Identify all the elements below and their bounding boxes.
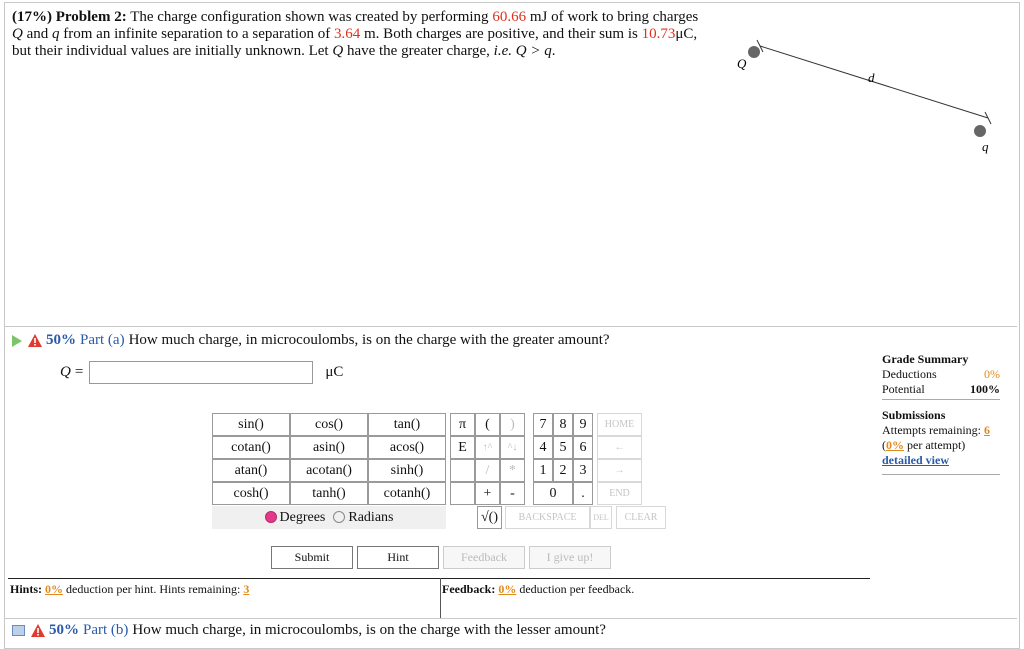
problem-text-6: μC, but their individual values are initially unknown. Let <box>12 26 698 59</box>
deductions-value: 0% <box>984 367 1000 381</box>
key-6[interactable]: 6 <box>573 436 593 459</box>
expand-arrow-icon[interactable] <box>12 335 22 347</box>
key-sqrt[interactable]: √() <box>477 506 502 529</box>
detailed-view-link[interactable]: detailed view <box>882 453 949 467</box>
label-d: d <box>868 70 875 85</box>
degrees-option[interactable] <box>265 510 326 526</box>
hints-pct: 0% <box>45 582 64 596</box>
var-Q-2: Q <box>332 43 344 59</box>
var-Q: Q <box>12 26 23 42</box>
key-asin[interactable]: asin() <box>290 436 368 459</box>
key-home[interactable]: HOME <box>597 413 642 436</box>
potential-value: 100% <box>970 382 1000 396</box>
part-b-question: How much charge, in microcoulombs, is on the charge with the lesser amount? <box>132 622 606 638</box>
part-b-percent: 50% <box>49 622 79 638</box>
charge-diagram <box>720 20 1010 160</box>
hint-button[interactable]: Hint <box>357 546 439 569</box>
hints-remaining: 3 <box>243 582 250 596</box>
submissions-title: Submissions <box>882 408 946 422</box>
grade-summary-title: Grade Summary <box>882 352 969 366</box>
key-7[interactable]: 7 <box>533 413 553 436</box>
key-star[interactable]: * <box>500 459 525 482</box>
degrees-radio[interactable] <box>265 511 277 523</box>
inequality: Q > q <box>515 43 552 59</box>
part-a-percent: 50% <box>46 332 76 348</box>
key-pi[interactable]: π <box>450 413 475 436</box>
key-0[interactable]: 0 <box>533 482 573 505</box>
radians-radio[interactable] <box>333 511 345 523</box>
feedback-label: Feedback: <box>442 582 496 596</box>
section-divider-2 <box>5 618 1017 619</box>
key-3[interactable]: 3 <box>573 459 593 482</box>
problem-statement <box>12 9 712 60</box>
key-backspace[interactable]: BACKSPACE <box>505 506 590 529</box>
answer-unit: μC <box>325 364 344 380</box>
hints-text: deduction per hint. Hints remaining: <box>66 582 241 596</box>
key-clear[interactable]: CLEAR <box>616 506 666 529</box>
hints-label: Hints: <box>10 582 43 596</box>
charge-q-sphere <box>974 125 986 137</box>
key-cotanh[interactable]: cotanh() <box>368 482 446 505</box>
part-a-label: Part (a) <box>80 332 125 348</box>
key-slash[interactable]: / <box>475 459 500 482</box>
feedback-info <box>442 582 634 597</box>
radians-option[interactable] <box>333 510 393 526</box>
hints-feedback-separator <box>440 578 441 618</box>
key-cos[interactable]: cos() <box>290 413 368 436</box>
key-rparen[interactable]: ) <box>500 413 525 436</box>
key-5[interactable]: 5 <box>553 436 573 459</box>
key-tanh[interactable]: tanh() <box>290 482 368 505</box>
answer-row <box>60 361 343 384</box>
part-a-question: How much charge, in microcoulombs, is on the charge with the greater amount? <box>128 332 610 348</box>
problem-prefix: (17%) <box>12 9 52 25</box>
grade-separator <box>882 399 1000 400</box>
feedback-button[interactable]: Feedback <box>443 546 525 569</box>
key-blank-2 <box>450 482 475 505</box>
key-dot[interactable]: . <box>573 482 593 505</box>
hints-info <box>10 582 249 597</box>
answer-variable: Q <box>60 364 71 380</box>
per-attempt-label: per attempt) <box>907 438 966 452</box>
hints-divider <box>8 578 870 579</box>
grade-summary: Grade Summary Deductions 0% Potential 100% Submissions Attempts remaining: 6 (0% per attempt) detailed view <box>882 352 1000 483</box>
attempts-label: Attempts remaining: <box>882 423 981 437</box>
key-end[interactable]: END <box>597 482 642 505</box>
answer-input[interactable] <box>89 361 313 384</box>
key-right[interactable]: → <box>597 459 642 482</box>
problem-text-5: m. Both charges are positive, and their sum is <box>364 26 638 42</box>
key-atan[interactable]: atan() <box>212 459 290 482</box>
grade-separator-2 <box>882 474 1000 475</box>
key-tan[interactable]: tan() <box>368 413 446 436</box>
key-1[interactable]: 1 <box>533 459 553 482</box>
deductions-label: Deductions <box>882 367 937 381</box>
label-Q: Q <box>737 56 747 71</box>
angle-mode-row <box>212 506 446 529</box>
part-b-label: Part (b) <box>83 622 129 638</box>
collapsed-part-icon[interactable] <box>12 625 25 636</box>
key-acotan[interactable]: acotan() <box>290 459 368 482</box>
submit-button[interactable]: Submit <box>271 546 353 569</box>
key-left[interactable]: ← <box>597 436 642 459</box>
potential-label: Potential <box>882 382 925 396</box>
work-value: 60.66 <box>492 9 527 25</box>
problem-text-7: have the greater charge, <box>346 43 490 59</box>
key-8[interactable]: 8 <box>553 413 573 436</box>
sum-value: 10.73 <box>641 26 676 42</box>
give-up-button[interactable]: I give up! <box>529 546 611 569</box>
key-sin[interactable]: sin() <box>212 413 290 436</box>
charge-Q-sphere <box>748 46 760 58</box>
separation-value: 3.64 <box>334 26 361 42</box>
warning-icon <box>28 334 42 347</box>
key-plus[interactable]: + <box>475 482 500 505</box>
label-q: q <box>982 139 989 154</box>
problem-text-4: from an infinite separation to a separation of <box>63 26 331 42</box>
key-cosh[interactable]: cosh() <box>212 482 290 505</box>
key-9[interactable]: 9 <box>573 413 593 436</box>
key-acos[interactable]: acos() <box>368 436 446 459</box>
warning-icon <box>31 624 45 637</box>
key-blank-1 <box>450 459 475 482</box>
key-cotan[interactable]: cotan() <box>212 436 290 459</box>
feedback-pct: 0% <box>498 582 517 596</box>
per-attempt-pct: 0% <box>886 438 904 452</box>
problem-title: Problem 2: <box>55 9 127 25</box>
key-del[interactable]: DEL <box>590 506 612 529</box>
key-4[interactable]: 4 <box>533 436 553 459</box>
degrees-label: Degrees <box>279 509 326 525</box>
section-divider <box>5 326 1017 327</box>
key-up[interactable]: ↑^ <box>475 436 500 459</box>
part-b-header <box>12 622 606 639</box>
key-2[interactable]: 2 <box>553 459 573 482</box>
part-a-header <box>12 332 610 349</box>
feedback-text: deduction per feedback. <box>519 582 635 596</box>
key-down[interactable]: ^↓ <box>500 436 525 459</box>
radians-label: Radians <box>348 509 394 525</box>
problem-text-1: The charge configuration shown was created by performing <box>130 9 489 25</box>
ie-text: i.e. <box>493 43 512 59</box>
problem-text-2: mJ of work to bring charges <box>529 9 699 25</box>
key-E[interactable]: E <box>450 436 475 459</box>
key-minus[interactable]: - <box>500 482 525 505</box>
distance-tick-right <box>985 112 991 124</box>
problem-text-3: and <box>26 26 49 42</box>
key-lparen[interactable]: ( <box>475 413 500 436</box>
key-sinh[interactable]: sinh() <box>368 459 446 482</box>
problem-end: . <box>551 43 556 59</box>
answer-equals: = <box>74 364 84 380</box>
attempts-value: 6 <box>983 423 990 437</box>
var-q: q <box>52 26 60 42</box>
